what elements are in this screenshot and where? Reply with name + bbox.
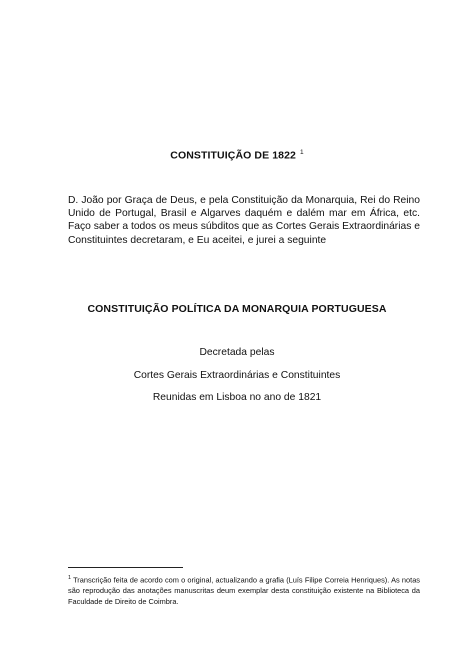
- footnote-text: Transcrição feita de acordo com o original, actualizando a grafia (Luís Filipe Correia Henriques). As notas são reprodução das anotações manuscritas deum exemplar desta constituição existente na Biblioteca da Faculdade de Direito de Coimbra.: [68, 575, 420, 607]
- footnote-divider: [68, 567, 183, 568]
- title-text: CONSTITUIÇÃO DE 1822: [170, 149, 296, 162]
- footnote-mark: 1: [68, 575, 72, 581]
- footnote-reference[interactable]: 1: [299, 149, 304, 156]
- decree-line-3: Reunidas em Lisboa no ano de 1821: [152, 392, 322, 403]
- constitution-subtitle: CONSTITUIÇÃO POLÍTICA DA MONARQUIA PORTUGUESA: [87, 303, 387, 315]
- intro-paragraph: D. João por Graça de Deus, e pela Constituição da Monarquia, Rei do Reino Unido de Portugal, Brasil e Algarves daquém e dalém mar em África, etc. Faço saber a todos os meus súbditos que as Cortes Gerais Extraordinárias e Constituintes decretaram, e Eu aceitei, e jurei a seguinte: [68, 195, 420, 246]
- decree-line-2: Cortes Gerais Extraordinárias e Constituintes: [133, 370, 341, 381]
- document-title: [0, 149, 474, 162]
- decree-line-1: Decretada pelas: [199, 347, 275, 358]
- footnote: [68, 573, 420, 607]
